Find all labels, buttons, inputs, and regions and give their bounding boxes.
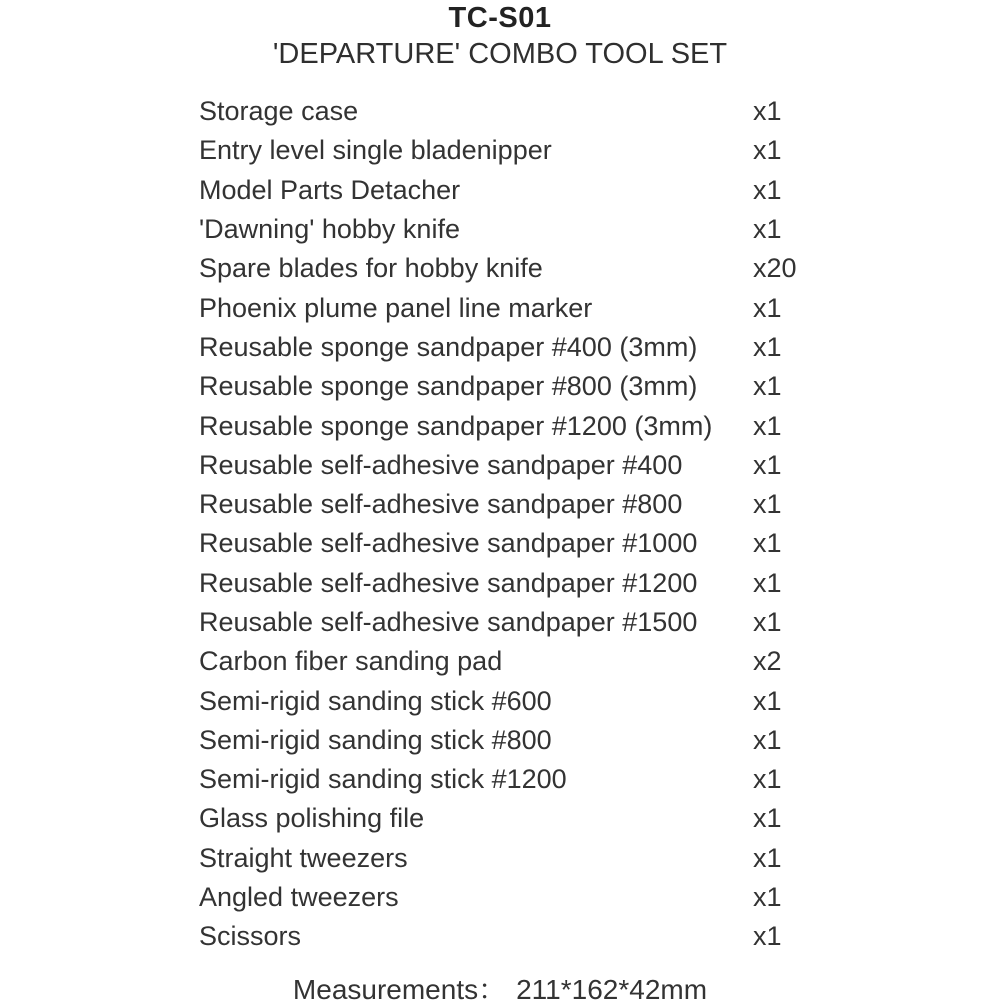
- list-item: [199, 642, 797, 681]
- item-quantity: x1: [753, 724, 782, 755]
- list-item: [199, 485, 797, 524]
- item-quantity: x1: [753, 607, 782, 637]
- item-quantity: x1: [753, 96, 782, 127]
- item-name: Entry level single bladenipper: [199, 135, 552, 166]
- list-item: [199, 524, 797, 563]
- item-name: Semi-rigid sanding stick #600: [199, 685, 552, 716]
- item-quantity: x1: [753, 292, 782, 323]
- item-quantity: x1: [753, 410, 782, 441]
- list-item: [199, 131, 797, 170]
- item-name: Reusable self-adhesive sandpaper #1000: [199, 528, 698, 559]
- item-name: Reusable sponge sandpaper #400 (3mm): [199, 331, 698, 362]
- item-name: Angled tweezers: [199, 882, 399, 913]
- item-quantity: x1: [753, 371, 782, 402]
- item-name: Spare blades for hobby knife: [199, 253, 543, 284]
- list-item: [199, 406, 797, 445]
- list-item: [199, 799, 797, 838]
- measurements-value: 211*162*42mm: [516, 974, 708, 1000]
- item-quantity: x1: [753, 882, 782, 913]
- list-item: [199, 92, 797, 131]
- item-quantity: x1: [753, 842, 782, 873]
- item-quantity: x1: [753, 489, 782, 520]
- item-quantity: x1: [753, 685, 782, 716]
- item-quantity: x1: [753, 449, 782, 480]
- item-name: Semi-rigid sanding stick #800: [199, 724, 552, 755]
- item-quantity: x1: [753, 174, 782, 205]
- item-name: Reusable self-adhesive sandpaper #1200: [199, 567, 698, 598]
- list-item: [199, 328, 797, 367]
- contents-list: [199, 92, 797, 957]
- item-name: Reusable self-adhesive sandpaper #1500: [199, 607, 698, 637]
- item-quantity: x2: [753, 646, 782, 677]
- item-quantity: x1: [753, 214, 782, 245]
- item-quantity: x20: [753, 253, 797, 284]
- item-name: Glass polishing file: [199, 803, 425, 834]
- item-quantity: x1: [753, 803, 782, 834]
- item-name: Reusable sponge sandpaper #1200 (3mm): [199, 410, 713, 441]
- item-name: Straight tweezers: [199, 842, 408, 873]
- item-name: Phoenix plume panel line marker: [199, 292, 593, 323]
- item-quantity: x1: [753, 764, 782, 795]
- item-name: 'Dawning' hobby knife: [199, 214, 460, 245]
- list-item: [199, 367, 797, 406]
- list-item: [199, 839, 797, 878]
- item-name: Reusable self-adhesive sandpaper #800: [199, 489, 683, 520]
- list-item: [199, 760, 797, 799]
- list-item: [199, 171, 797, 210]
- item-name: Reusable sponge sandpaper #800 (3mm): [199, 371, 698, 402]
- list-item: [199, 446, 797, 485]
- list-item: [199, 721, 797, 760]
- item-name: Semi-rigid sanding stick #1200: [199, 764, 567, 795]
- list-item: [199, 603, 797, 642]
- list-item: [199, 878, 797, 917]
- list-item: [199, 917, 797, 956]
- product-code-title: TC-S01: [448, 2, 552, 34]
- item-name: Storage case: [199, 96, 359, 127]
- product-name-subtitle: 'DEPARTURE' COMBO TOOL SET: [272, 38, 728, 70]
- list-item: [199, 681, 797, 720]
- list-item: [199, 249, 797, 288]
- list-item: [199, 564, 797, 603]
- item-quantity: x1: [753, 528, 782, 559]
- item-name: Model Parts Detacher: [199, 174, 461, 205]
- list-item: [199, 210, 797, 249]
- header: [0, 2, 1000, 72]
- item-name: Reusable self-adhesive sandpaper #400: [199, 449, 683, 480]
- item-quantity: x1: [753, 567, 782, 598]
- item-quantity: x1: [753, 135, 782, 166]
- item-name: Carbon fiber sanding pad: [199, 646, 503, 677]
- item-quantity: x1: [753, 331, 782, 362]
- measurements-label: Measurements：: [292, 974, 507, 1000]
- list-item: [199, 288, 797, 327]
- item-name: Scissors: [199, 921, 302, 952]
- measurements-line: [0, 968, 1000, 1000]
- item-quantity: x1: [753, 921, 782, 952]
